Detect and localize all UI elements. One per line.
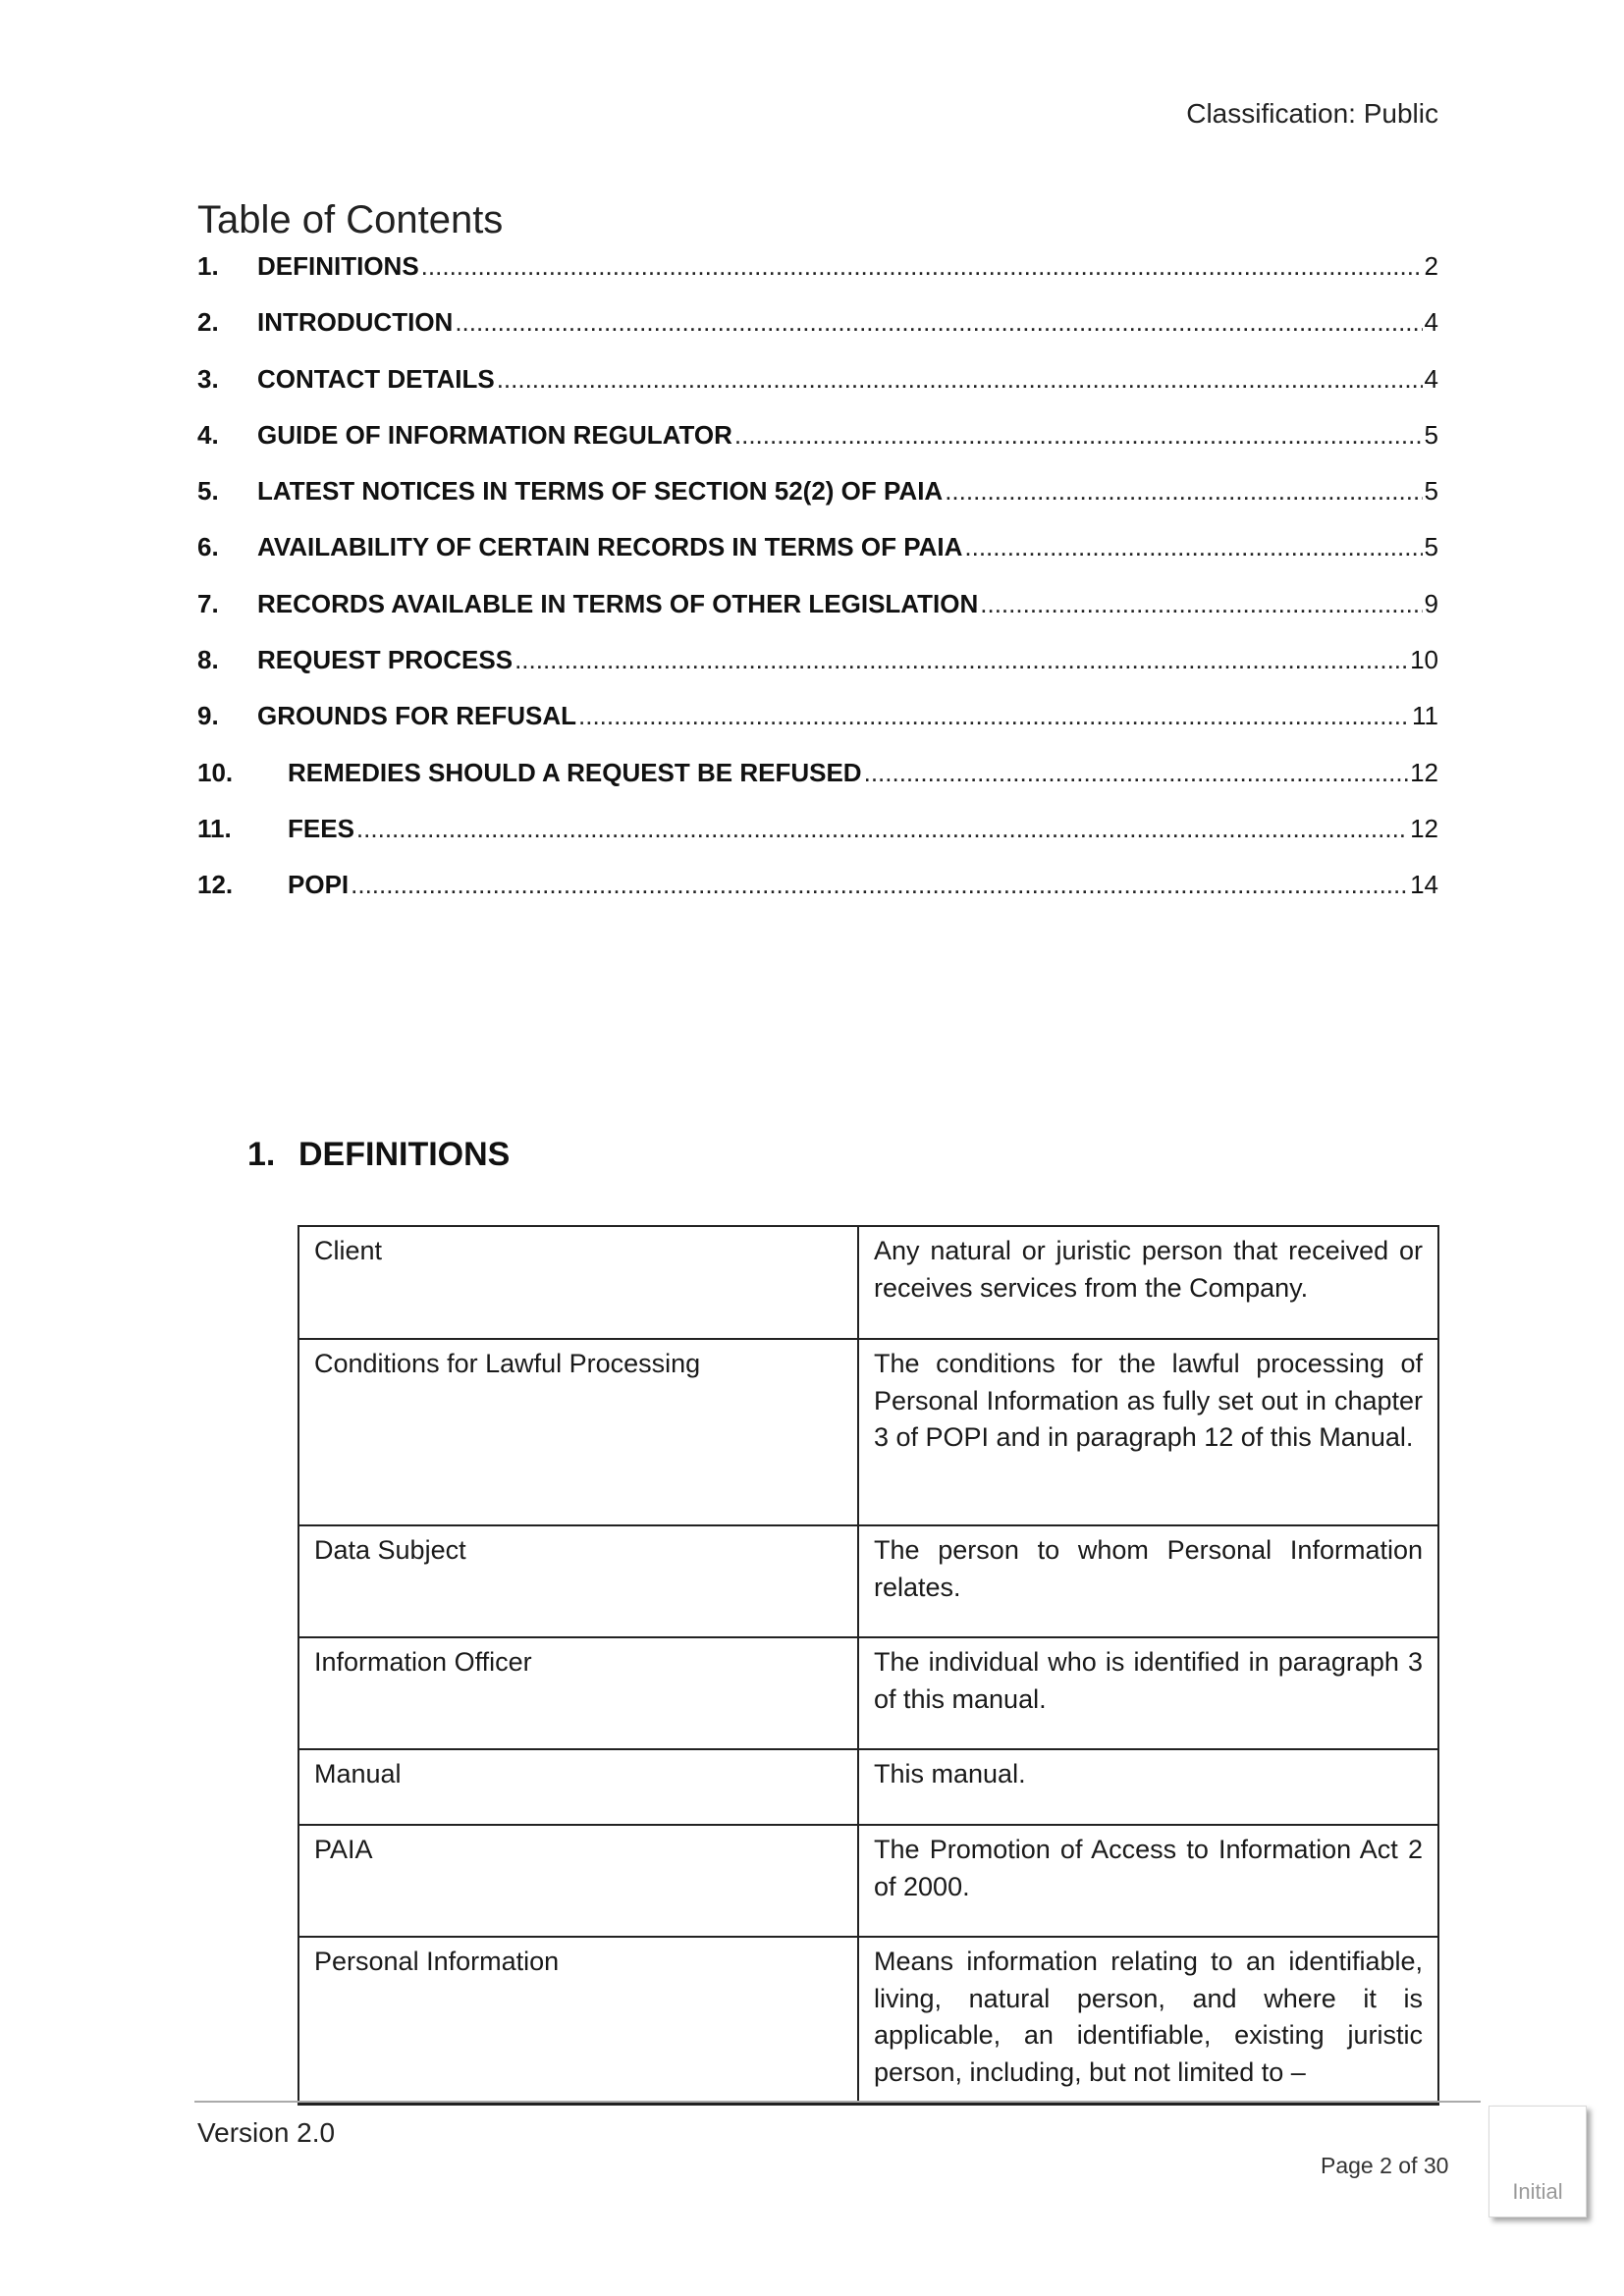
toc-entry-page: 12 xyxy=(1410,757,1438,787)
toc-entry-page: 5 xyxy=(1424,476,1438,507)
definition-term: Client xyxy=(298,1226,858,1339)
definition-term: Conditions for Lawful Processing xyxy=(298,1339,858,1525)
toc-entry-number: 6. xyxy=(197,532,219,562)
toc-entry-label: REMEDIES SHOULD A REQUEST BE REFUSED xyxy=(288,757,862,787)
toc-entry[interactable] xyxy=(197,645,1438,701)
toc-entry-label: GROUNDS FOR REFUSAL xyxy=(257,701,576,731)
toc-entry-number: 2. xyxy=(197,307,219,338)
toc-entry-label: GUIDE OF INFORMATION REGULATOR xyxy=(257,419,732,450)
toc-entry-label: LATEST NOTICES IN TERMS OF SECTION 52(2) OF PAIA xyxy=(257,476,944,507)
toc-entry[interactable] xyxy=(197,814,1438,870)
definition-term: PAIA xyxy=(298,1825,858,1937)
toc-entry-page: 4 xyxy=(1424,307,1438,338)
table-of-contents xyxy=(197,251,1438,927)
toc-leader-dots xyxy=(351,870,1408,900)
toc-entry-label: CONTACT DETAILS xyxy=(257,363,495,394)
toc-entry[interactable] xyxy=(197,532,1438,588)
toc-leader-dots xyxy=(945,476,1422,507)
toc-entry-number: 3. xyxy=(197,363,219,394)
table-row xyxy=(298,1525,1438,1637)
toc-entry[interactable] xyxy=(197,870,1438,926)
toc-entry-label: INTRODUCTION xyxy=(257,307,454,338)
toc-title: Table of Contents xyxy=(197,198,504,241)
toc-entry-page: 11 xyxy=(1412,701,1438,731)
toc-entry-number: 1. xyxy=(197,251,219,281)
toc-entry-number: 5. xyxy=(197,476,219,507)
toc-entry-number: 11. xyxy=(197,813,232,843)
section-title: DEFINITIONS xyxy=(298,1136,511,1173)
toc-entry-page: 2 xyxy=(1424,251,1438,281)
section-number: 1. xyxy=(247,1136,276,1173)
toc-entry-label: POPI xyxy=(288,870,350,900)
table-row xyxy=(298,1637,1438,1749)
toc-entry-label: REQUEST PROCESS xyxy=(257,645,514,675)
toc-leader-dots xyxy=(421,251,1423,282)
toc-leader-dots xyxy=(864,758,1408,788)
version-label: Version 2.0 xyxy=(197,2117,336,2148)
toc-entry-number: 4. xyxy=(197,419,219,450)
definition-text: Any natural or juristic person that received or receives services from the Company. xyxy=(858,1226,1438,1339)
toc-entry-label: FEES xyxy=(288,813,354,843)
table-row xyxy=(298,1937,1438,2105)
toc-entry-page: 10 xyxy=(1410,645,1438,675)
toc-entry[interactable] xyxy=(197,420,1438,476)
footer-divider xyxy=(194,2101,1481,2103)
toc-leader-dots xyxy=(578,701,1410,731)
toc-leader-dots xyxy=(455,307,1422,338)
toc-entry-number: 7. xyxy=(197,588,219,618)
toc-entry[interactable] xyxy=(197,364,1438,420)
toc-entry-number: 10. xyxy=(197,757,234,787)
toc-entry[interactable] xyxy=(197,589,1438,645)
page-number: Page 2 of 30 xyxy=(1321,2153,1449,2178)
toc-leader-dots xyxy=(964,532,1422,562)
table-row xyxy=(298,1825,1438,1937)
definition-text: The conditions for the lawful processing of Personal Information as fully set out in chapter 3 of POPI and in paragraph 12 of this Manual. xyxy=(858,1339,1438,1525)
definition-term: Personal Information xyxy=(298,1937,858,2105)
definition-text: The person to whom Personal Information relates. xyxy=(858,1525,1438,1637)
toc-leader-dots xyxy=(734,420,1423,451)
toc-entry-label: RECORDS AVAILABLE IN TERMS OF OTHER LEGISLATION xyxy=(257,588,979,618)
toc-entry[interactable] xyxy=(197,476,1438,532)
toc-entry[interactable] xyxy=(197,758,1438,814)
toc-entry-page: 12 xyxy=(1410,813,1438,843)
definition-term: Manual xyxy=(298,1749,858,1825)
toc-entry-number: 9. xyxy=(197,701,219,731)
definition-text: The individual who is identified in paragraph 3 of this manual. xyxy=(858,1637,1438,1749)
definitions-table xyxy=(298,1225,1439,2106)
initial-box[interactable] xyxy=(1489,2106,1587,2217)
classification-label: Classification: Public xyxy=(1186,98,1438,129)
toc-leader-dots xyxy=(514,645,1408,675)
toc-entry[interactable] xyxy=(197,251,1438,307)
toc-entry-page: 4 xyxy=(1424,363,1438,394)
toc-entry-page: 5 xyxy=(1424,419,1438,450)
toc-entry-number: 12. xyxy=(197,870,234,900)
definition-term: Information Officer xyxy=(298,1637,858,1749)
toc-leader-dots xyxy=(356,814,1408,844)
table-row xyxy=(298,1749,1438,1825)
toc-entry-page: 5 xyxy=(1424,532,1438,562)
toc-entry-label: DEFINITIONS xyxy=(257,251,419,281)
table-row xyxy=(298,1226,1438,1339)
definition-text: Means information relating to an identifiable, living, natural person, and where it is applicable, an identifiable, existing juristic person, including, but not limited to – xyxy=(858,1937,1438,2105)
toc-entry-page: 14 xyxy=(1410,870,1438,900)
toc-entry-label: AVAILABILITY OF CERTAIN RECORDS IN TERMS OF PAIA xyxy=(257,532,963,562)
toc-entry[interactable] xyxy=(197,701,1438,757)
toc-leader-dots xyxy=(497,364,1423,395)
initial-label: Initial xyxy=(1512,2179,1563,2204)
table-row xyxy=(298,1339,1438,1525)
definition-text: This manual. xyxy=(858,1749,1438,1825)
toc-entry[interactable] xyxy=(197,307,1438,363)
definition-term: Data Subject xyxy=(298,1525,858,1637)
section-heading xyxy=(247,1136,510,1174)
toc-entry-page: 9 xyxy=(1424,588,1438,618)
definition-text: The Promotion of Access to Information Act 2 of 2000. xyxy=(858,1825,1438,1937)
toc-leader-dots xyxy=(980,589,1422,619)
toc-entry-number: 8. xyxy=(197,645,219,675)
